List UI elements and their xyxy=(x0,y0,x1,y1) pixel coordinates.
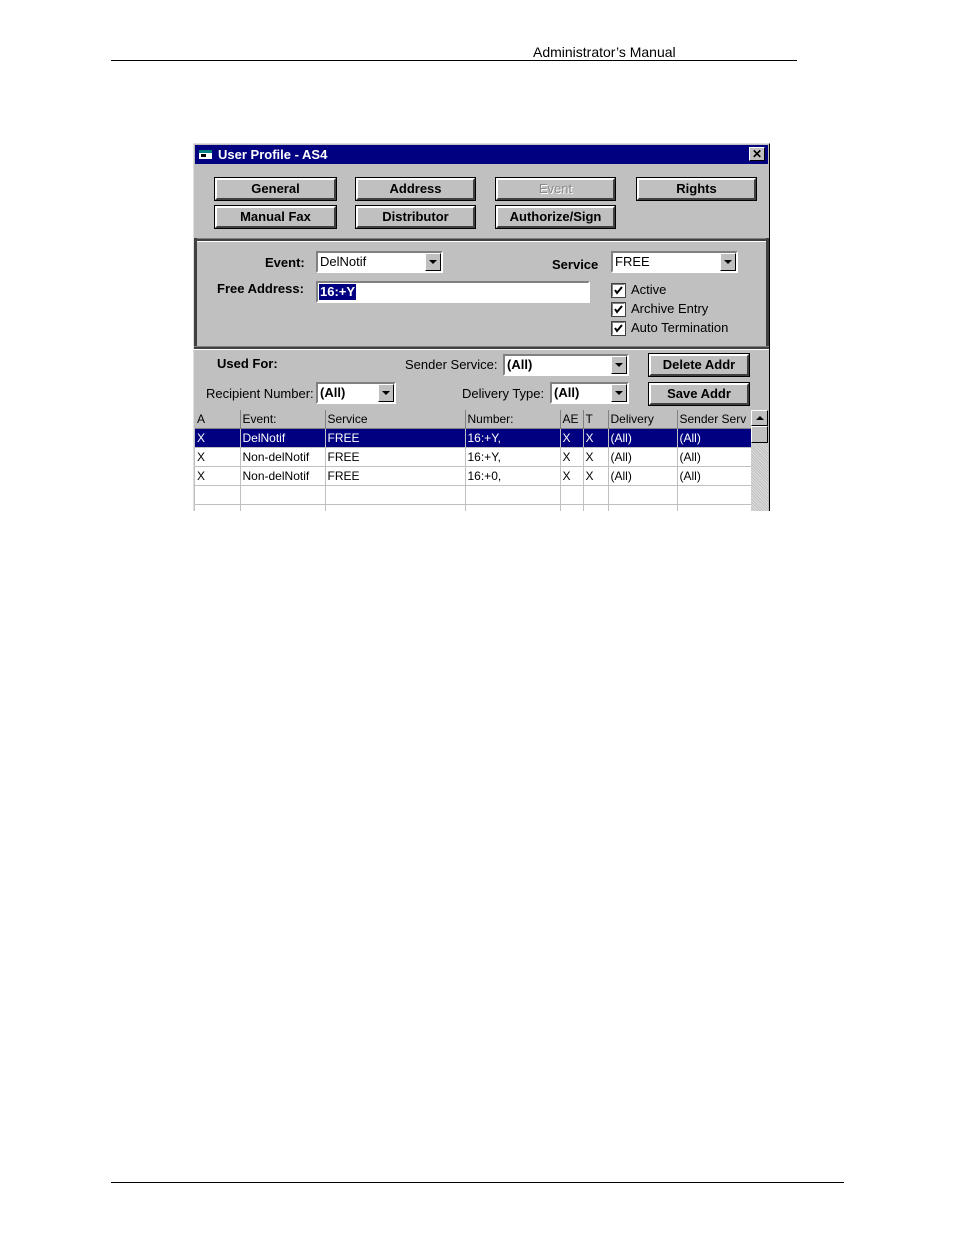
sender-service-value: (All) xyxy=(507,357,533,372)
chevron-down-icon[interactable] xyxy=(611,356,627,374)
address-grid[interactable] xyxy=(195,410,768,511)
column-header[interactable]: Event: xyxy=(240,410,325,429)
cell: FREE xyxy=(325,467,465,486)
scroll-up-icon[interactable] xyxy=(751,410,768,426)
tab-authorize-sign[interactable]: Authorize/Sign xyxy=(496,206,615,228)
cell: FREE xyxy=(325,448,465,467)
table-row[interactable] xyxy=(195,448,752,467)
window-title: User Profile - AS4 xyxy=(218,147,328,162)
chevron-down-icon[interactable] xyxy=(611,384,627,402)
vertical-scrollbar[interactable] xyxy=(751,410,768,511)
column-header[interactable]: T xyxy=(583,410,608,429)
cell: FREE xyxy=(325,429,465,448)
separator-middle xyxy=(194,346,769,350)
cell: X xyxy=(560,429,583,448)
cell: 16:+0, xyxy=(465,467,560,486)
cell: (All) xyxy=(608,429,677,448)
tab-address[interactable]: Address xyxy=(356,178,475,200)
cell: X xyxy=(560,448,583,467)
cell: (All) xyxy=(677,429,752,448)
service-select-value: FREE xyxy=(615,254,650,269)
scroll-thumb[interactable] xyxy=(751,426,768,443)
footer-rule xyxy=(111,1182,844,1183)
chevron-down-icon[interactable] xyxy=(378,384,394,402)
event-label: Event: xyxy=(265,255,305,270)
auto-termination-label: Auto Termination xyxy=(631,320,729,335)
close-button[interactable] xyxy=(749,147,765,161)
column-header[interactable]: A xyxy=(195,410,240,429)
tab-rights[interactable]: Rights xyxy=(637,178,756,200)
cell: 16:+Y, xyxy=(465,448,560,467)
tab-event: Event xyxy=(496,178,615,200)
delete-addr-button[interactable]: Delete Addr xyxy=(649,354,749,376)
chevron-down-icon[interactable] xyxy=(425,253,441,271)
column-header[interactable]: Delivery xyxy=(608,410,677,429)
app-icon xyxy=(199,149,212,160)
grid-header-row xyxy=(195,410,752,429)
cell: DelNotif xyxy=(240,429,325,448)
cell: Non-delNotif xyxy=(240,448,325,467)
check-icon xyxy=(613,304,624,315)
cell: X xyxy=(195,467,240,486)
check-icon xyxy=(613,285,624,296)
table-row-empty[interactable] xyxy=(195,486,752,505)
cell: 16:+Y, xyxy=(465,429,560,448)
column-header[interactable]: AE xyxy=(560,410,583,429)
cell: (All) xyxy=(608,467,677,486)
user-profile-window xyxy=(193,143,770,511)
column-header[interactable]: Sender Serv xyxy=(677,410,752,429)
table-row[interactable] xyxy=(195,429,752,448)
cell: Non-delNotif xyxy=(240,467,325,486)
event-select[interactable] xyxy=(316,251,443,273)
cell: X xyxy=(195,448,240,467)
header-rule xyxy=(111,60,797,61)
column-header[interactable]: Number: xyxy=(465,410,560,429)
free-address-input[interactable] xyxy=(316,281,590,303)
cell: (All) xyxy=(677,467,752,486)
close-icon: ✕ xyxy=(751,147,763,161)
tab-general[interactable]: General xyxy=(215,178,336,200)
sender-service-select[interactable] xyxy=(503,354,629,376)
archive-entry-label: Archive Entry xyxy=(631,301,709,316)
tab-manual-fax[interactable]: Manual Fax xyxy=(215,206,336,228)
used-for-label: Used For: xyxy=(217,356,278,371)
delivery-type-select[interactable] xyxy=(550,382,629,404)
free-address-value: 16:+Y xyxy=(320,284,356,299)
check-icon xyxy=(613,323,624,334)
cell: X xyxy=(583,448,608,467)
cell: (All) xyxy=(608,448,677,467)
chevron-down-icon[interactable] xyxy=(720,253,736,271)
free-address-label: Free Address: xyxy=(217,281,304,296)
recipient-number-value: (All) xyxy=(320,385,346,400)
active-label: Active xyxy=(631,282,667,297)
cell: (All) xyxy=(677,448,752,467)
column-header[interactable]: Service xyxy=(325,410,465,429)
auto-termination-checkbox[interactable] xyxy=(612,322,625,335)
cell: X xyxy=(195,429,240,448)
separator-top xyxy=(194,238,769,242)
panel-border-left xyxy=(194,238,197,348)
title-bar[interactable] xyxy=(195,145,768,164)
panel-border-right xyxy=(766,238,769,348)
recipient-number-label: Recipient Number: xyxy=(206,386,314,401)
delivery-type-label: Delivery Type: xyxy=(462,386,545,401)
active-checkbox[interactable] xyxy=(612,284,625,297)
cell: X xyxy=(583,429,608,448)
recipient-number-select[interactable] xyxy=(316,382,396,404)
save-addr-button[interactable]: Save Addr xyxy=(649,383,749,405)
cell: X xyxy=(560,467,583,486)
table-row-empty[interactable] xyxy=(195,505,752,512)
archive-entry-checkbox[interactable] xyxy=(612,303,625,316)
service-select[interactable] xyxy=(611,251,738,273)
tab-distributor[interactable]: Distributor xyxy=(356,206,475,228)
sender-service-label: Sender Service: xyxy=(405,357,498,372)
cell: X xyxy=(583,467,608,486)
document-header-title: Administrator’s Manual xyxy=(533,44,676,60)
event-select-value: DelNotif xyxy=(320,254,367,269)
service-label: Service xyxy=(552,257,599,272)
table-row[interactable] xyxy=(195,467,752,486)
delivery-type-value: (All) xyxy=(554,385,580,400)
